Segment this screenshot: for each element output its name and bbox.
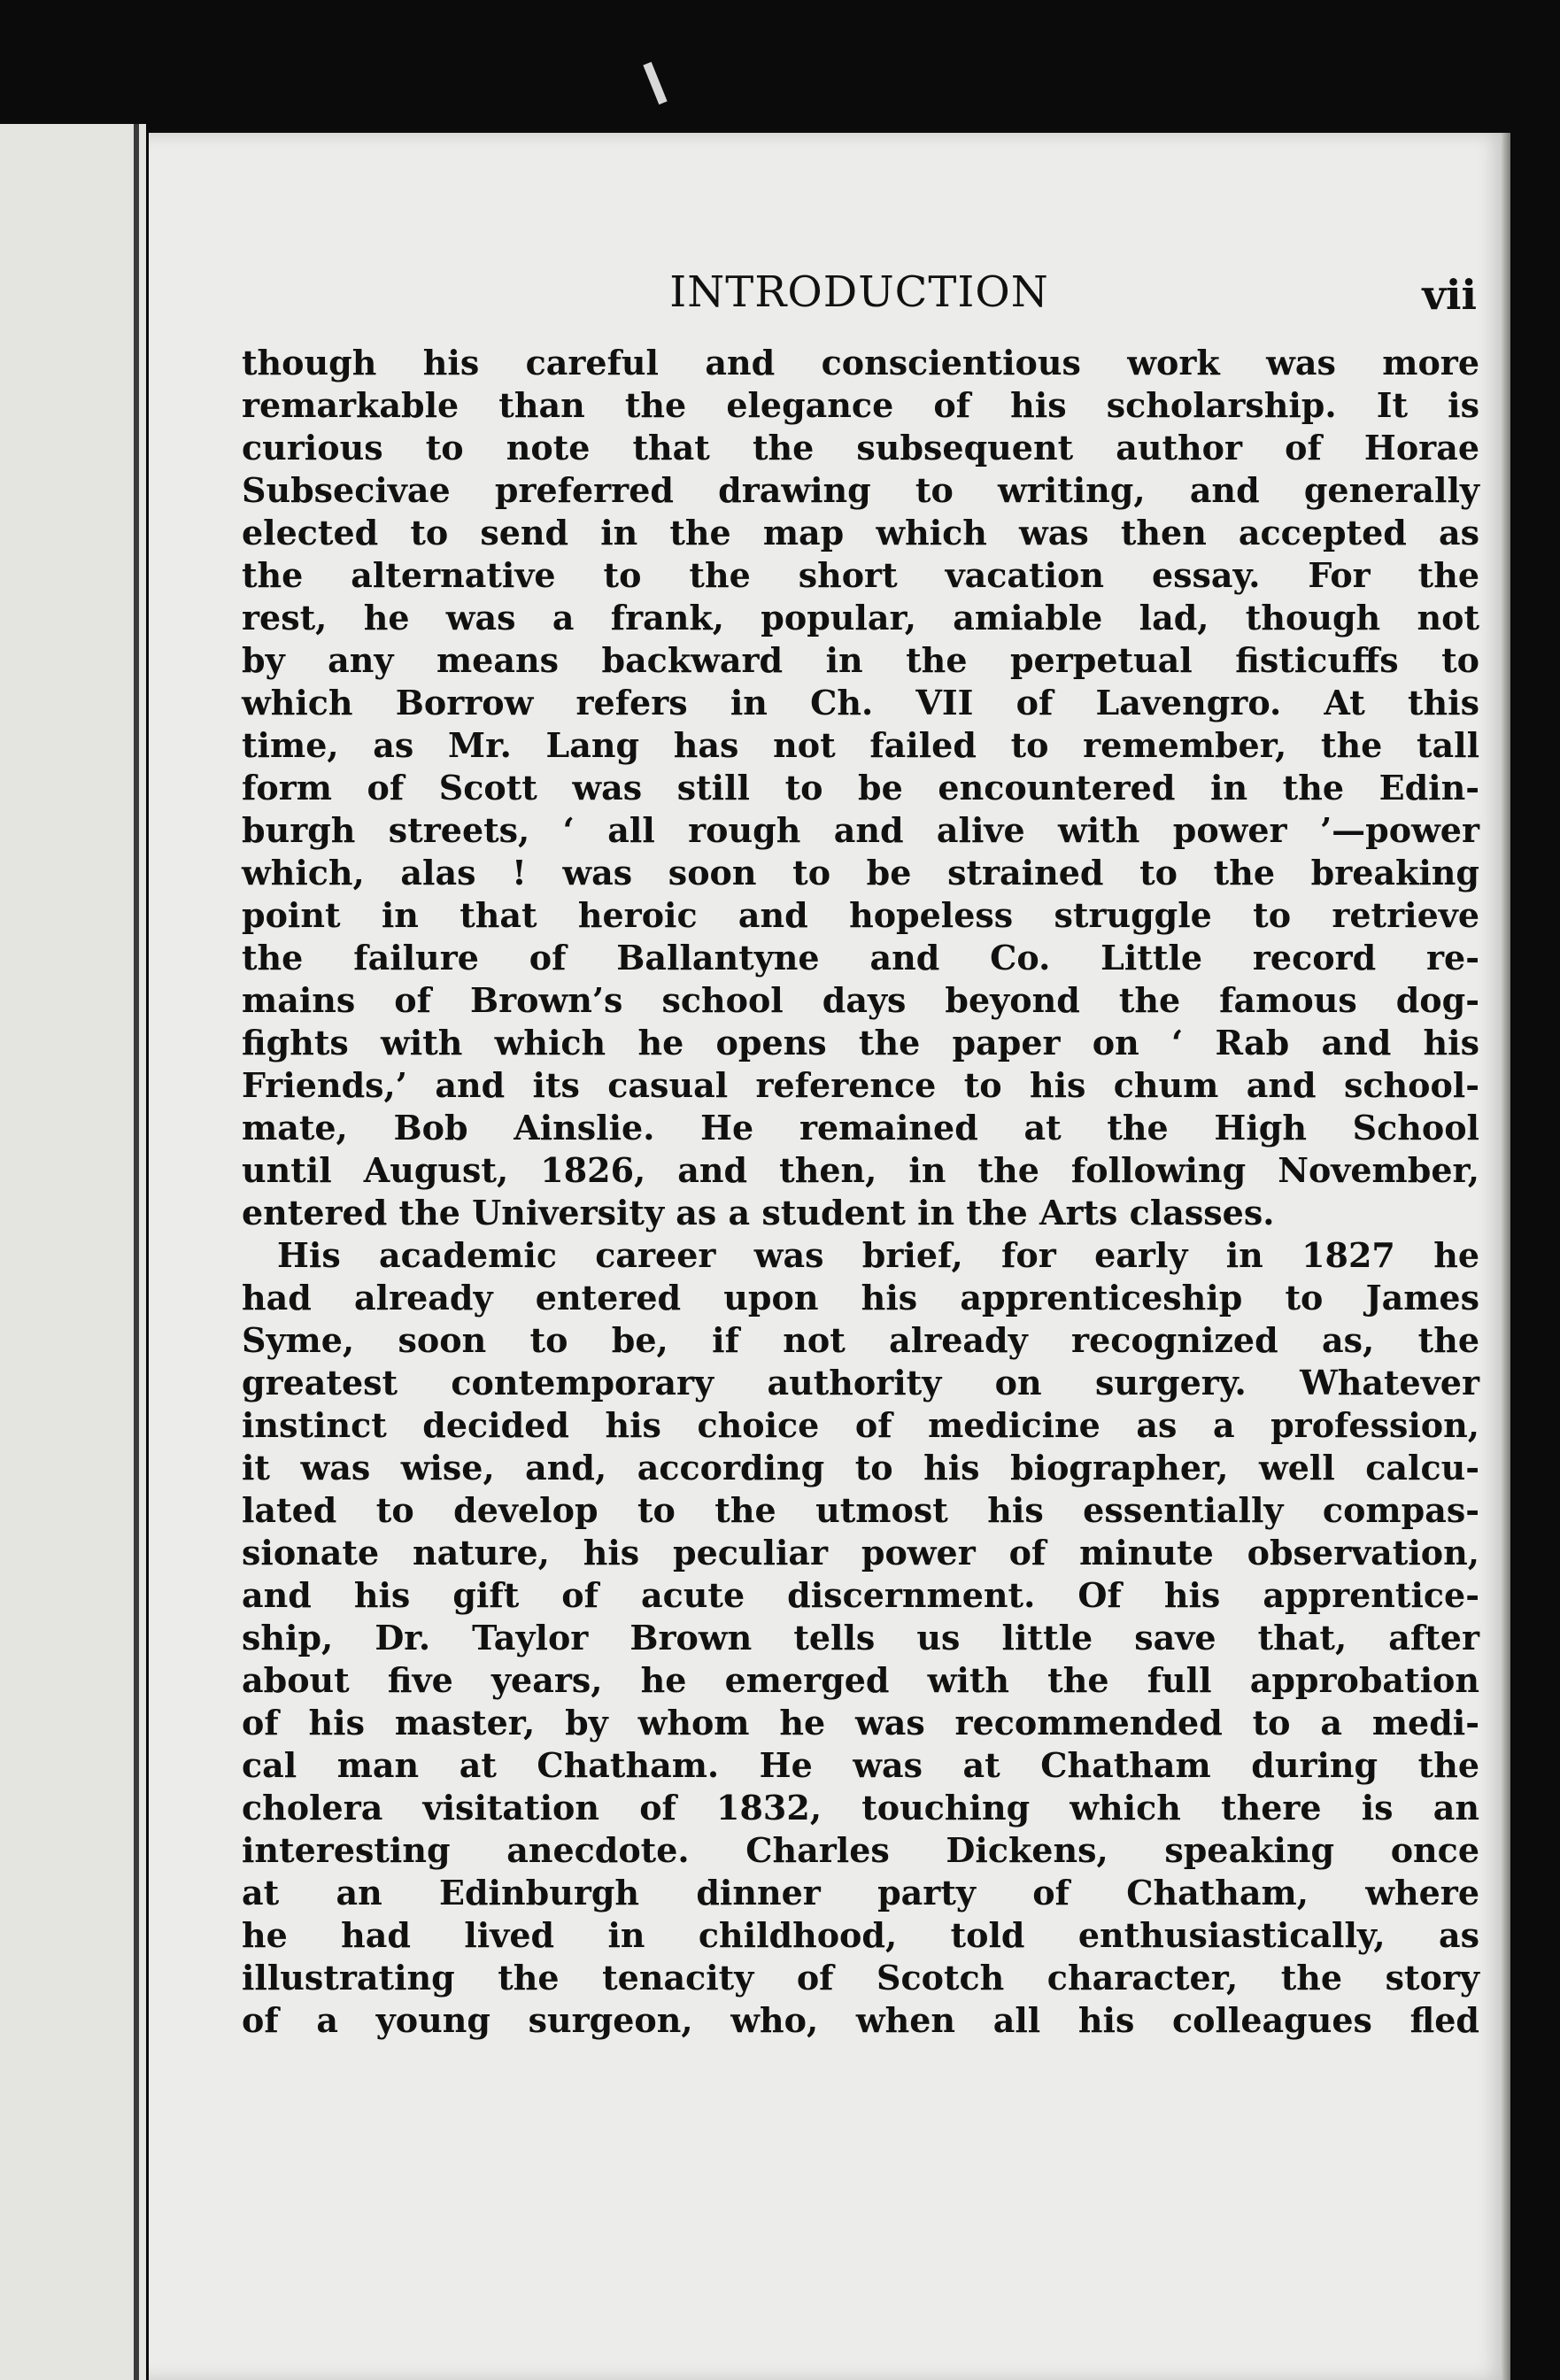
text-line: curious to note that the subsequent author of Horae xyxy=(242,428,1479,468)
text-line: the failure of Ballantyne and Co. Little record re- xyxy=(242,938,1479,978)
text-line: which Borrow refers in Ch. VII of Lavengro. At this xyxy=(242,683,1479,722)
text-line: of his master, by whom he was recommended to a medi- xyxy=(242,1703,1479,1742)
text-line: fights with which he opens the paper on ‘ Rab and his xyxy=(242,1023,1479,1062)
scan-mark xyxy=(643,62,667,104)
text-line: entered the University as a student in the Arts classes. xyxy=(242,1193,1275,1232)
text-line: Friends,’ and its casual reference to his chum and school- xyxy=(242,1065,1479,1105)
text-line: Syme, soon to be, if not already recognized as, the xyxy=(242,1320,1479,1360)
text-line: by any means backward in the perpetual fisticuffs to xyxy=(242,640,1479,680)
text-line: at an Edinburgh dinner party of Chatham, where xyxy=(242,1873,1479,1912)
text-line: His academic career was brief, for early in 1827 he xyxy=(277,1235,1479,1275)
text-line: he had lived in childhood, told enthusiastically, as xyxy=(242,1915,1479,1955)
text-line: though his careful and conscientious work was more xyxy=(242,343,1479,382)
text-line: cholera visitation of 1832, touching which there is an xyxy=(242,1788,1479,1828)
text-line: rest, he was a frank, popular, amiable lad, though not xyxy=(242,598,1479,638)
text-line: illustrating the tenacity of Scotch character, the story xyxy=(242,1958,1479,1998)
text-line: point in that heroic and hopeless struggle to retrieve xyxy=(242,895,1479,935)
page-header xyxy=(242,267,1477,326)
text-line: mate, Bob Ainslie. He remained at the High School xyxy=(242,1108,1479,1148)
running-title: INTRODUCTION xyxy=(669,267,1049,317)
text-line: burgh streets, ‘ all rough and alive with power ’—power xyxy=(242,810,1479,850)
text-line: had already entered upon his apprenticeship to James xyxy=(242,1278,1479,1318)
text-line: form of Scott was still to be encountered in the Edin- xyxy=(242,768,1479,808)
text-line: which, alas ! was soon to be strained to the breaking xyxy=(242,853,1479,892)
book-page xyxy=(149,133,1510,2380)
text-line: Subsecivae preferred drawing to writing, and generally xyxy=(242,470,1479,510)
text-line: remarkable than the elegance of his scholarship. It is xyxy=(242,385,1479,425)
text-line: sionate nature, his peculiar power of minute observation, xyxy=(242,1533,1479,1572)
text-line: about five years, he emerged with the full approbation xyxy=(242,1660,1479,1700)
text-line: mains of Brown’s school days beyond the famous dog- xyxy=(242,980,1479,1020)
text-line: instinct decided his choice of medicine as a profession, xyxy=(242,1405,1479,1445)
text-line: cal man at Chatham. He was at Chatham during the xyxy=(242,1745,1479,1785)
left-page-edge xyxy=(0,124,146,2380)
text-line: greatest contemporary authority on surgery. Whatever xyxy=(242,1363,1479,1402)
text-line: it was wise, and, according to his biographer, well calcu- xyxy=(242,1448,1479,1488)
text-line: lated to develop to the utmost his essentially compas- xyxy=(242,1490,1479,1530)
text-line: interesting anecdote. Charles Dickens, speaking once xyxy=(242,1830,1479,1870)
body-text xyxy=(242,342,1479,2042)
text-line: until August, 1826, and then, in the following November, xyxy=(242,1150,1479,1190)
text-line: and his gift of acute discernment. Of his apprentice- xyxy=(242,1575,1479,1615)
page-number: vii xyxy=(1422,271,1477,319)
text-line: elected to send in the map which was then accepted as xyxy=(242,513,1479,552)
text-line: the alternative to the short vacation essay. For the xyxy=(242,555,1479,595)
text-line: time, as Mr. Lang has not failed to remember, the tall xyxy=(242,725,1479,765)
text-line: of a young surgeon, who, when all his colleagues fled xyxy=(242,2000,1479,2040)
page-edge-shadow xyxy=(1502,133,1510,2380)
text-line: ship, Dr. Taylor Brown tells us little save that, after xyxy=(242,1618,1479,1658)
